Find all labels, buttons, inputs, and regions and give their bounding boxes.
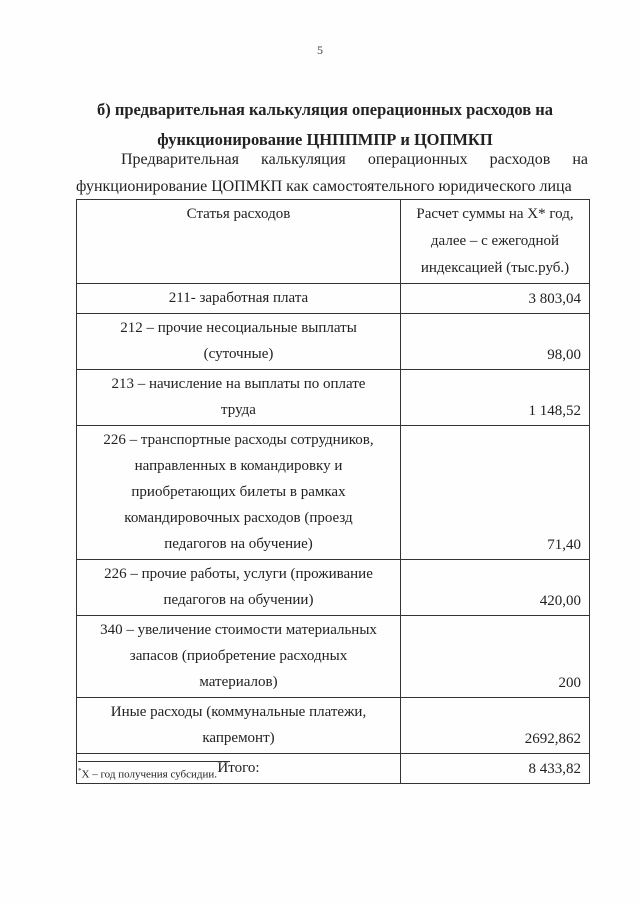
expense-amount: 98,00 bbox=[401, 314, 590, 370]
expense-amount: 3 803,04 bbox=[401, 284, 590, 314]
expense-table bbox=[76, 199, 590, 784]
footnote bbox=[78, 767, 217, 781]
table-row bbox=[77, 426, 590, 560]
expense-item: 211- заработная плата bbox=[77, 284, 401, 314]
heading-line-1: б) предварительная калькуляция операционных расходов на bbox=[96, 100, 553, 119]
total-amount: 8 433,82 bbox=[401, 754, 590, 784]
intro-line-2: функционирование ЦОПМКП как самостоятельного юридического лица bbox=[76, 178, 572, 195]
total-label: Итого: bbox=[77, 754, 401, 784]
intro-word: на bbox=[572, 151, 588, 168]
expense-amount: 1 148,52 bbox=[401, 370, 590, 426]
expense-item: Иные расходы (коммунальные платежи, капремонт) bbox=[77, 698, 401, 754]
table-row bbox=[77, 560, 590, 616]
heading-line-2: функционирование ЦНППМПР и ЦОПМКП bbox=[157, 130, 493, 149]
footnote-divider bbox=[78, 761, 230, 762]
expense-item: 212 – прочие несоциальные выплаты (суточные) bbox=[77, 314, 401, 370]
expense-item: 340 – увеличение стоимости материальных запасов (приобретение расходных материалов) bbox=[77, 616, 401, 698]
footnote-text: Х – год получения субсидии. bbox=[81, 768, 218, 781]
table-row bbox=[77, 314, 590, 370]
table-row bbox=[77, 370, 590, 426]
table-row bbox=[77, 284, 590, 314]
expense-amount: 200 bbox=[401, 616, 590, 698]
intro-line-1 bbox=[76, 146, 588, 173]
intro-paragraph bbox=[76, 146, 588, 200]
expense-amount: 420,00 bbox=[401, 560, 590, 616]
intro-word: операционных bbox=[367, 151, 468, 168]
intro-word: Предварительная bbox=[121, 151, 239, 168]
intro-word: калькуляция bbox=[261, 151, 346, 168]
table-header-row bbox=[77, 200, 590, 284]
page-number: 5 bbox=[317, 43, 323, 57]
expense-amount: 2692,862 bbox=[401, 698, 590, 754]
table-row bbox=[77, 698, 590, 754]
expense-item: 226 – транспортные расходы сотрудников, направленных в командировку и приобретающих билеты в рамках командировочных расходов (проезд педагогов на обучение) bbox=[77, 426, 401, 560]
intro-word: расходов bbox=[489, 151, 551, 168]
expense-item: 213 – начисление на выплаты по оплате труда bbox=[77, 370, 401, 426]
header-expense-item: Статья расходов bbox=[77, 200, 401, 284]
expense-item: 226 – прочие работы, услуги (проживание педагогов на обучении) bbox=[77, 560, 401, 616]
header-amount: Расчет суммы на Х* год, далее – с ежегодной индексацией (тыс.руб.) bbox=[401, 200, 590, 284]
footnote-mark: * bbox=[78, 767, 82, 775]
table-row bbox=[77, 616, 590, 698]
expense-amount: 71,40 bbox=[401, 426, 590, 560]
